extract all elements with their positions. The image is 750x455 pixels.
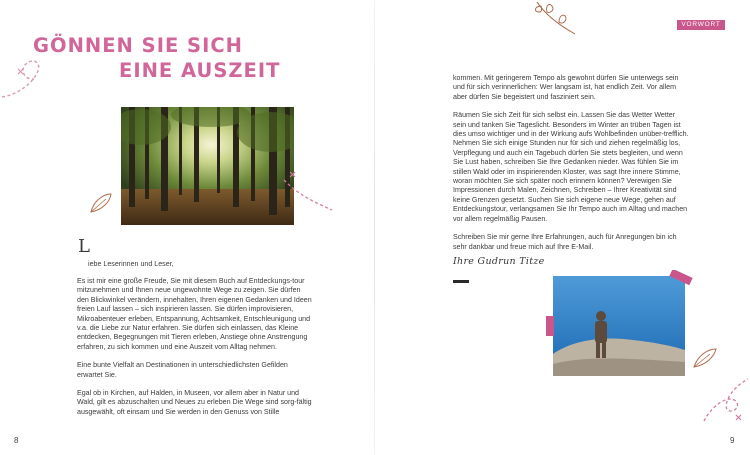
page-number-left: 8 (14, 436, 19, 445)
paragraph: Eine bunte Vielfalt an Destinationen in unterschiedlichsten Gefilden erwartet Sie. (77, 361, 288, 379)
tape-strip-icon (668, 270, 694, 286)
page-number-right: 9 (730, 436, 735, 445)
page-title-line-1: GÖNNEN SIE SICH (33, 34, 243, 57)
greeting: iebe Leserinnen und Leser, (88, 260, 174, 268)
svg-text:L: L (78, 236, 90, 254)
dashed-swirl-doodle-icon (700, 375, 750, 425)
dashed-swirl-doodle-icon (282, 170, 337, 215)
signature: Ihre Gudrun Titze (453, 256, 545, 267)
left-body-text (77, 277, 313, 426)
paragraph: Räumen Sie sich Zeit für sich selbst ein. Lassen Sie das Wetter Wetter sein und tanken Sie Tageslicht. Besonders im Winter an trüben Tagen ist dies umso wichtiger und in der Wirkung aufs Wohlbefinden unüber-trefflich. Nehmen Sie sich einige Stunden nur für sich und ziehen regelmäßig los, Verpflegung und auch ein Tagebuch dürfen Sie stets begleiten, und wenn Sie Lust haben, schreiben Sie Ihre Gedanken nieder. Was fühlen Sie im stillen Wald oder im inspirierenden Kloster, was sagt Ihre innere Stimme, woran möchten Sie sich später noch erinnern können? Verewigen Sie Impressionen durch Malen, Zeichnen, Schreiben – Ihrer Kreativität sind keine Grenzen gesetzt. Suchen Sie sich eigene neue Wege, gehen auf Entdeckungstour, verlangsamen Sie Ihr Tempo auch im Alltag und machen vor allem regelmäßig Pausen. (453, 111, 689, 223)
section-badge: VORWORT (677, 20, 725, 30)
page-title-line-2: EINE AUSZEIT (119, 59, 281, 82)
branch-doodle-icon (533, 0, 581, 38)
forest-photo (121, 107, 294, 225)
dropcap-letter (77, 236, 93, 254)
paragraph: Es ist mir eine große Freude, Sie mit diesem Buch auf Entdeckungs-tour mitzunehmen und Ihnen neue ungewohnte Wege zu zeigen. Sie dürfen den Blickwinkel verändern, innehalten, Ihren eigenen Gedanken und Ideen freien Lauf lassen – sich inspirieren lassen. Sie dürfen improvisieren, Mikroabenteuer erleben, Entspannung, Achtsamkeit, Entschleunigung und v.a. die Liebe zur Natur erfahren. Sie dürfen sich einlassen, das Kleine entdecken, Begegnungen mit Tieren erleben, Anstiege ohne Anstrengung erfahren, zu sich kommen und eine Auszeit vom Alltag nehmen. (77, 277, 312, 351)
tape-strip-icon (546, 316, 554, 336)
right-body-text (453, 74, 689, 261)
leaf-doodle-icon (690, 345, 720, 371)
leaf-doodle-icon (88, 190, 114, 216)
paragraph: kommen. Mit geringerem Tempo als gewohnt dürfen Sie unterwegs sein und für sich verinnerlichen: Wer langsam ist, hat endlich Zeit. Vor allem aber dürfen Sie begeistert und fasziniert sein. (453, 74, 679, 101)
dashed-swirl-doodle-icon (0, 55, 45, 105)
signature-underline (453, 280, 469, 283)
book-spine (374, 0, 375, 455)
author-photo (553, 276, 685, 376)
paragraph: Schreiben Sie mir gerne Ihre Erfahrungen, auch für Anregungen bin ich sehr dankbar und freue mich auf Ihre E-Mail. (453, 233, 677, 251)
paragraph: Egal ob in Kirchen, auf Halden, in Museen, vor allem aber in Natur und Wald, gilt es abzuschalten und Neues zu erleben Die Wege sind sorg-fältig ausgewählt, oft einsam und Sie werden in den Genuss von Stille (77, 389, 312, 416)
